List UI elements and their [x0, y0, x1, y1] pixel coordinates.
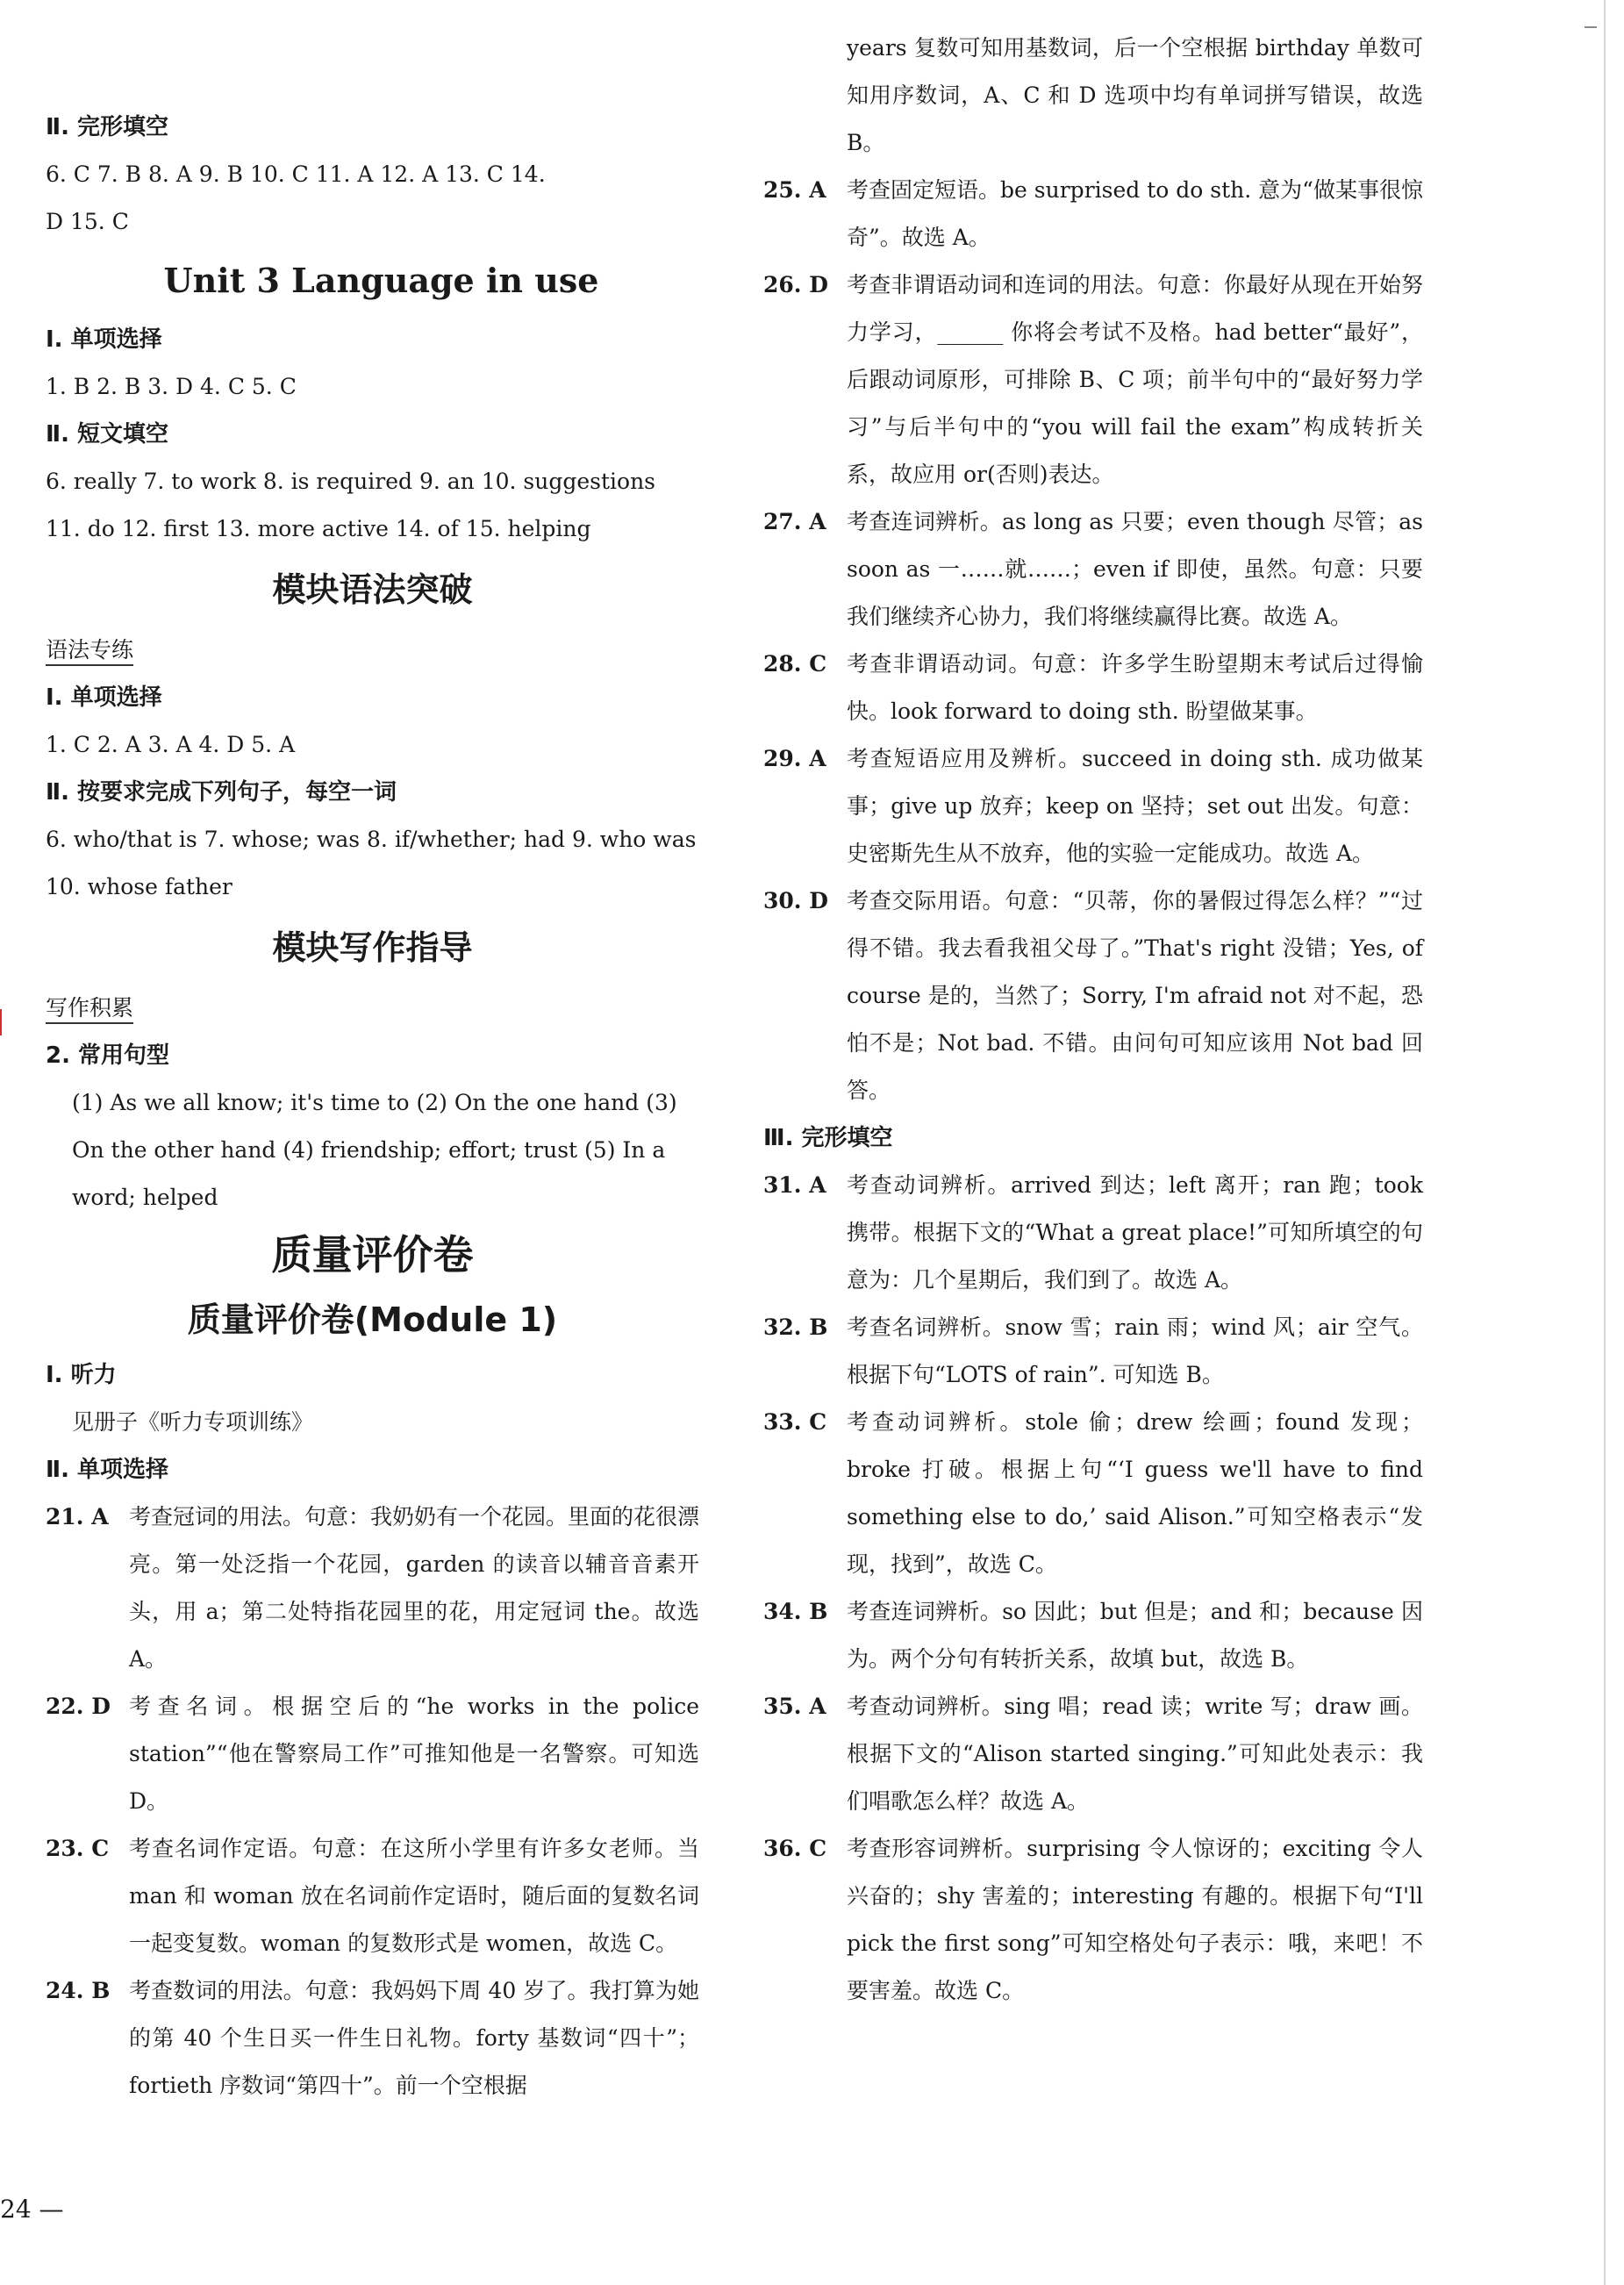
answer-number: 27. A: [763, 509, 826, 534]
grammar-single-title: Ⅰ. 单项选择: [46, 684, 162, 711]
single-choice-title: Ⅰ. 单项选择: [46, 326, 162, 353]
grammar-complete-title: Ⅱ. 按要求完成下列句子，每空一词: [46, 779, 397, 806]
patterns-line-3: word; helped: [72, 1185, 218, 1210]
answer-explanation: 考查连词辨析。as long as 只要；even though 尽管；as soon as 一……就……；even if 即使，虽然。句意：只要我们继续齐心协力，我们将继续赢得比赛。故选 A。: [847, 509, 1423, 629]
right-margin-rule: [1604, 0, 1606, 2285]
common-patterns-title: 2. 常用句型: [46, 1042, 170, 1069]
answer-explanation: 考查动词辨析。stole 偷；drew 绘画；found 发现；broke 打破。根据上句“‘I guess we'll have to find something else to do,’ said Alison.”可知空格表示“发现，找到”，故选 C。: [847, 1409, 1423, 1577]
answer-number: 33. C: [763, 1409, 827, 1435]
cloze-section-title: Ⅱ. 完形填空: [46, 114, 169, 140]
listening-title: Ⅰ. 听力: [46, 1362, 117, 1388]
unit-title: Unit 3 Language in use: [163, 261, 599, 300]
answer-explanation: 考查固定短语。be surprised to do sth. 意为“做某事很惊奇”。故选 A。: [847, 177, 1423, 250]
answer-number: 35. A: [763, 1694, 826, 1719]
answer-explanation: 考查名词辨析。snow 雪；rain 雨；wind 风；air 空气。根据下句“LOTS of rain”. 可知选 B。: [847, 1314, 1423, 1387]
grammar-complete-answers-2: 10. whose father: [46, 874, 233, 899]
answer-explanation: 考查数词的用法。句意：我妈妈下周 40 岁了。我打算为她的第 40 个生日买一件生日礼物。forty 基数词“四十”；fortieth 序数词“第四十”。前一个空根据: [129, 1978, 699, 2098]
answer-24-continuation: years 复数可知用基数词，后一个空根据 birthday 单数可知用序数词，A、C 和 D 选项中均有单词拼写错误，故选 B。: [847, 35, 1423, 155]
answer-number: 26. D: [763, 272, 828, 297]
answer-number: 28. C: [763, 651, 827, 677]
answer-number: 25. A: [763, 177, 826, 203]
answer-item-35: [763, 1683, 1423, 1825]
answer-item-36: [763, 1825, 1423, 2015]
quality-test-title: 质量评价卷: [271, 1231, 474, 1279]
answer-item-33: [763, 1399, 1423, 1588]
answer-explanation: 考查连词辨析。so 因此；but 但是；and 和；because 因为。两个分句有转折关系，故填 but，故选 B。: [847, 1599, 1423, 1672]
left-edge-mark: [0, 1009, 7, 1035]
cloze-answers-line-1: 6. C 7. B 8. A 9. B 10. C 11. A 12. A 13. C 14.: [46, 161, 546, 187]
passage-fill-title: Ⅱ. 短文填空: [46, 421, 169, 448]
grammar-complete-answers-1: 6. who/that is 7. whose; was 8. if/whether; had 9. who was: [46, 827, 697, 852]
answer-number: 23. C: [46, 1836, 110, 1861]
quality-test-subtitle: 质量评价卷(Module 1): [187, 1300, 558, 1339]
answer-item-24: [46, 1967, 699, 2110]
grammar-module-title: 模块语法突破: [272, 570, 473, 609]
answer-item-29: [763, 735, 1423, 877]
writing-accumulation-tag: 写作积累: [46, 985, 699, 1032]
answer-number: 29. A: [763, 746, 826, 771]
answer-item-25: [763, 167, 1423, 261]
answer-number: 32. B: [763, 1314, 828, 1340]
answer-explanation: 考查动词辨析。arrived 到达；left 离开；ran 跑；took 携带。根据下文的“What a great place!”可知所填空的句意为：几个星期后，我们到了。故选 A。: [847, 1172, 1423, 1293]
patterns-line-1: (1) As we all know; it's time to (2) On the one hand (3): [72, 1090, 677, 1115]
quality-single-title: Ⅱ. 单项选择: [46, 1457, 169, 1483]
answer-explanation: 考查冠词的用法。句意：我奶奶有一个花园。里面的花很漂亮。第一处泛指一个花园，garden 的读音以辅音音素开头，用 a；第二处特指花园里的花，用定冠词 the。故选 A。: [129, 1504, 700, 1672]
answer-item-34: [763, 1588, 1423, 1683]
patterns-line-2: On the other hand (4) friendship; effort; trust (5) In a: [72, 1137, 666, 1163]
answer-explanation: 考查动词辨析。sing 唱；read 读；write 写；draw 画。根据下文的“Alison started singing.”可知此处表示：我们唱歌怎么样？故选 A。: [847, 1694, 1423, 1814]
answer-item-21: [46, 1493, 699, 1683]
answer-number: 36. C: [763, 1836, 827, 1861]
cloze-answers-line-2: D 15. C: [46, 209, 129, 234]
answer-number: 30. D: [763, 888, 828, 913]
answer-item-32: [763, 1304, 1423, 1399]
single-choice-answers: 1. B 2. B 3. D 4. C 5. C: [46, 374, 297, 399]
answer-item-30: [763, 877, 1423, 1114]
writing-module-title: 模块写作指导: [272, 928, 473, 967]
answer-number: 21. A: [46, 1504, 109, 1529]
answer-number: 22. D: [46, 1694, 111, 1719]
answer-explanation: 考查形容词辨析。surprising 令人惊讶的；exciting 令人兴奋的；shy 害羞的；interesting 有趣的。根据下句“I'll pick the first song”可知空格处句子表示：哦，来吧！不要害羞。故选 C。: [847, 1836, 1423, 2003]
page-number: 24 —: [0, 2195, 64, 2224]
answer-number: 24. B: [46, 1978, 111, 2003]
left-column: [46, 104, 699, 2110]
listening-text: 见册子《听力专项训练》: [72, 1409, 314, 1435]
answer-explanation: 考查短语应用及辨析。succeed in doing sth. 成功做某事；give up 放弃；keep on 坚持；set out 出发。句意：史密斯先生从不放弃，他的实验一定能成功。故选 A。: [847, 746, 1423, 866]
answer-item-26: [763, 261, 1423, 498]
top-margin-tick: [1585, 26, 1597, 28]
answer-explanation: 考查名词。根据空后的“he works in the police station”“他在警察局工作”可推知他是一名警察。可知选 D。: [129, 1694, 699, 1814]
answer-item-31: [763, 1162, 1423, 1304]
answer-item-27: [763, 498, 1423, 641]
grammar-practice-tag: 语法专练: [46, 627, 699, 674]
grammar-single-answers: 1. C 2. A 3. A 4. D 5. A: [46, 732, 296, 757]
answer-number: 31. A: [763, 1172, 826, 1198]
answer-number: 34. B: [763, 1599, 828, 1624]
answer-explanation: 考查非谓语动词和连词的用法。句意：你最好从现在开始努力学习，______ 你将会考试不及格。had better“最好”，后跟动词原形，可排除 B、C 项；前半句中的“最好努力学习”与后半句中的“you will fail the exam”构成转折关系，故应用 or(否则)表达。: [847, 272, 1423, 487]
answer-item-22: [46, 1683, 699, 1825]
answer-item-28: [763, 641, 1423, 735]
answer-explanation: 考查名词作定语。句意：在这所小学里有许多女老师。当 man 和 woman 放在名词前作定语时，随后面的复数名词一起变复数。woman 的复数形式是 women，故选 C。: [129, 1836, 699, 1956]
passage-fill-answers-2: 11. do 12. first 13. more active 14. of 15. helping: [46, 516, 591, 541]
answer-explanation: 考查交际用语。句意：“贝蒂，你的暑假过得怎么样？”“过得不错。我去看我祖父母了。”That's right 没错；Yes, of course 是的，当然了；Sorry, I'm afraid not 对不起，恐怕不是；Not bad. 不错。由问句可知应该用 Not bad 回答。: [847, 888, 1423, 1103]
cloze-section-iii-title: Ⅲ. 完形填空: [763, 1125, 893, 1151]
right-column: [763, 35, 1423, 2015]
answer-explanation: 考查非谓语动词。句意：许多学生盼望期末考试后过得愉快。look forward to doing sth. 盼望做某事。: [847, 651, 1423, 724]
answer-item-23: [46, 1825, 699, 1967]
passage-fill-answers-1: 6. really 7. to work 8. is required 9. an 10. suggestions: [46, 469, 656, 494]
